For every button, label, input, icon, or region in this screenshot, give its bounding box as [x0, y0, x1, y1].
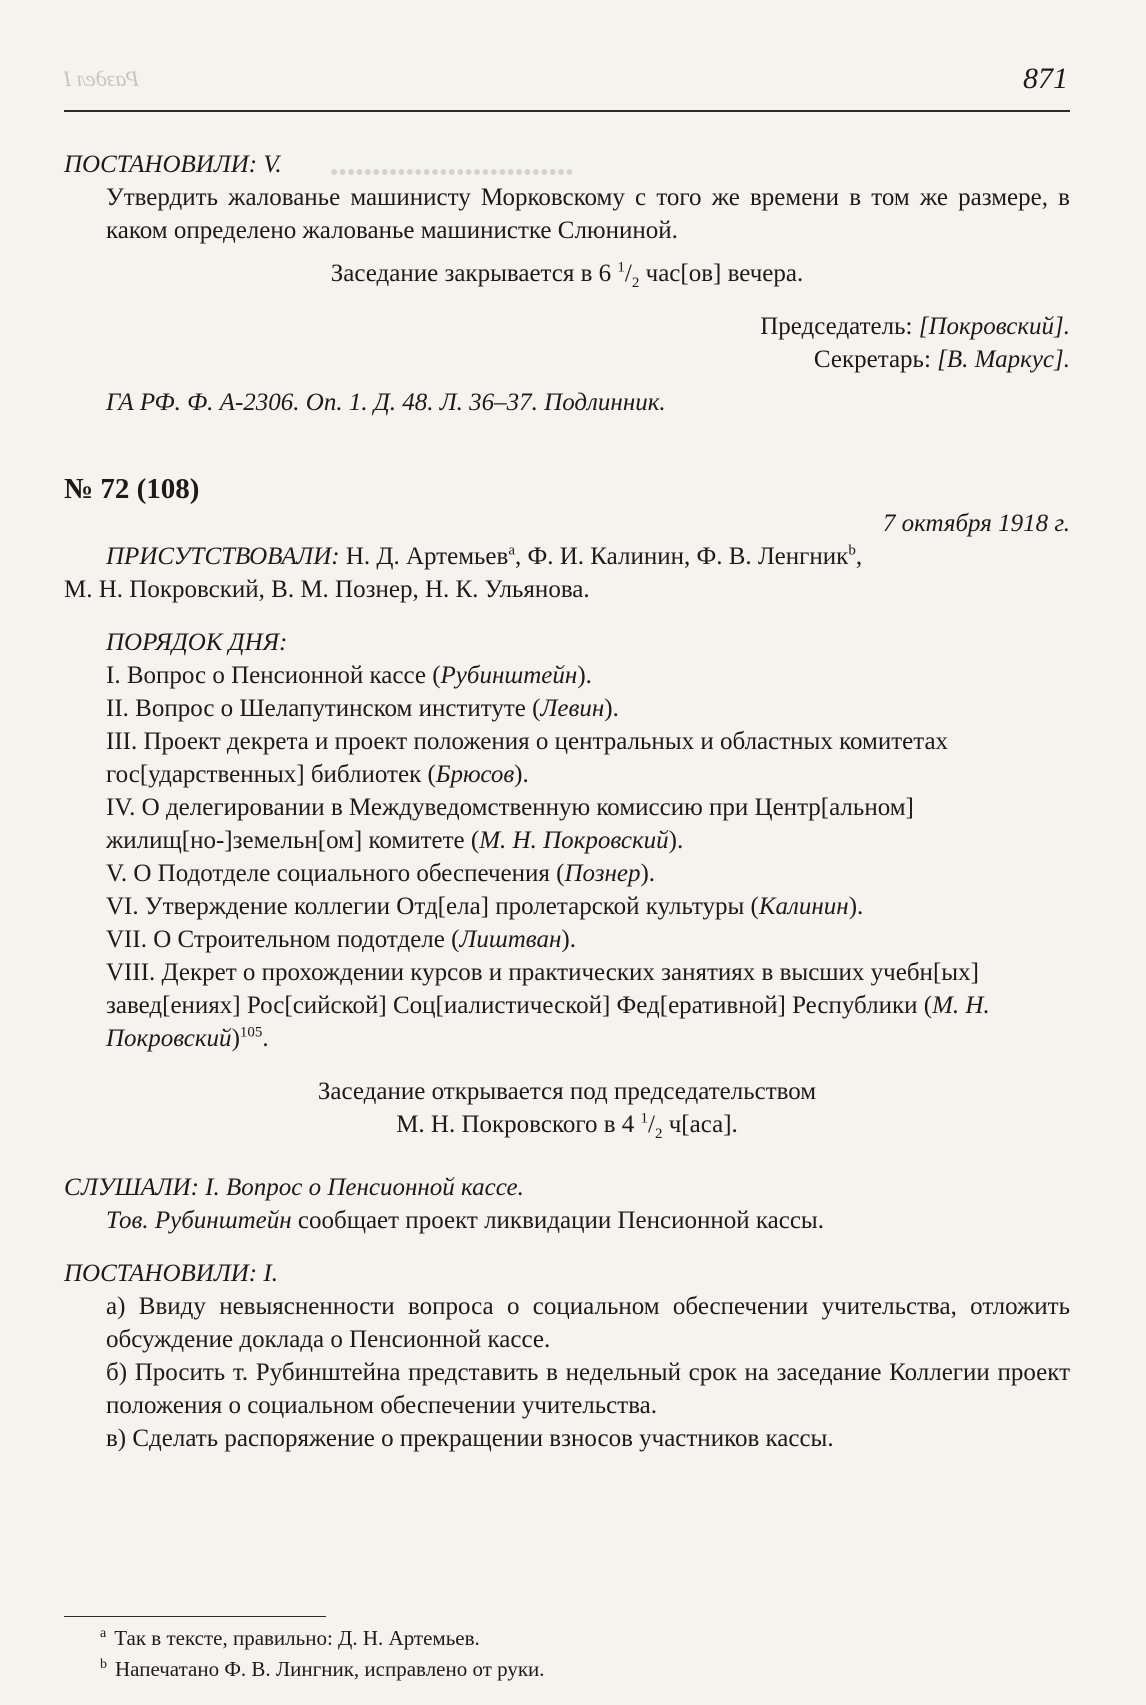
resolved-v-label: ПОСТАНОВИЛИ: V. [64, 151, 282, 178]
agenda-item: VI. Утверждение коллегии Отд[ела] пролетарской культуры (Калинин). [106, 893, 864, 920]
agenda-item: I. Вопрос о Пенсионной кассе (Рубинштейн). [106, 662, 592, 689]
session-opening-line2: М. Н. Покровского в 4 $^1/_2$ ч[аса]. [396, 1110, 738, 1142]
agenda-label: ПОРЯДОК ДНЯ: [106, 629, 288, 656]
secretary-line: Секретарь: [В. Маркус]. [813, 346, 1070, 373]
resolved-item-c: в) Сделать распоряжение о прекращении взносов участников кассы. [106, 1425, 834, 1452]
chairman-line: Председатель: [Покровский]. [760, 313, 1070, 340]
document-number: № 72 (108) [64, 473, 200, 505]
agenda-item: II. Вопрос о Шелапутинском институте (Левин). [106, 695, 619, 722]
agenda-item: VIII. Декрет о прохождении курсов и практических занятиях в высших учебн[ых] завед[ениях] Рос[сийской] Соц[иалистической] Фед[еративной] Республики (М. Н. Покровский)$^{105}$. [106, 959, 990, 1052]
session-opening-line1: Заседание открывается под председательством [317, 1078, 817, 1105]
page-content [64, 148, 1070, 1455]
heard-label: СЛУШАЛИ: I. Вопрос о Пенсионной кассе. [64, 1174, 524, 1201]
endnote-ref[interactable]: 105 [239, 1024, 263, 1041]
running-head-bleedthrough: Раздел I [64, 66, 139, 91]
footnote-rule [64, 1616, 326, 1617]
agenda-list [64, 659, 1070, 1055]
heard-text: Тов. Рубинштейн сообщает проект ликвидации Пенсионной кассы. [106, 1207, 824, 1234]
footnote-a: $^a$ Так в тексте, правильно: Д. Н. Артемьев. [100, 1626, 480, 1650]
document-date: 7 октября 1918 г. [882, 510, 1070, 537]
resolved-item-a: а) Ввиду невыясненности вопроса о социальном обеспечении учительства, отложить обсуждение доклада о Пенсионной кассе. [106, 1293, 1070, 1353]
present-list: ПРИСУТСТВОВАЛИ: Н. Д. Артемьев$^a$, Ф. И. Калинин, Ф. В. Ленгник$^b$, [106, 542, 863, 570]
session-closing: Заседание закрывается в 6 $^1/_2$ час[ов] вечера. [330, 259, 804, 291]
page-number: 871 [1023, 62, 1068, 95]
agenda-item: III. Проект декрета и проект положения о центральных и областных комитетах гос[ударственных] библиотек (Брюсов). [106, 728, 949, 788]
bleed-through-text: ••••••••••••••••••••••••••••• [330, 160, 574, 186]
resolved-v-text: Утвердить жалованье машинисту Морковскому с того же времени в том же размере, в каком определено жалованье машинистке Слюниной. [106, 184, 1070, 244]
resolved-item-b: б) Просить т. Рубинштейна представить в недельный срок на заседание Коллегии проект положения о социальном обеспечении учительства. [106, 1359, 1070, 1419]
header-rule [64, 110, 1070, 112]
agenda-item: V. О Подотделе социального обеспечения (Познер). [106, 860, 656, 887]
resolved-i-label: ПОСТАНОВИЛИ: I. [64, 1260, 278, 1287]
agenda-item: VII. О Строительном подотделе (Лиштван). [106, 926, 576, 953]
agenda-item: IV. О делегировании в Междуведомственную комиссию при Центр[альном] жилищ[но-]земельн[ом] комитете (М. Н. Покровский). [106, 794, 914, 854]
archive-reference: ГА РФ. Ф. А-2306. Оп. 1. Д. 48. Л. 36–37. Подлинник. [106, 389, 666, 416]
footnotes [100, 1623, 545, 1685]
footnote-b: $^b$ Напечатано Ф. В. Лингник, исправлено от руки. [100, 1657, 545, 1681]
present-list-cont: М. Н. Покровский, В. М. Познер, Н. К. Ульянова. [64, 576, 590, 603]
